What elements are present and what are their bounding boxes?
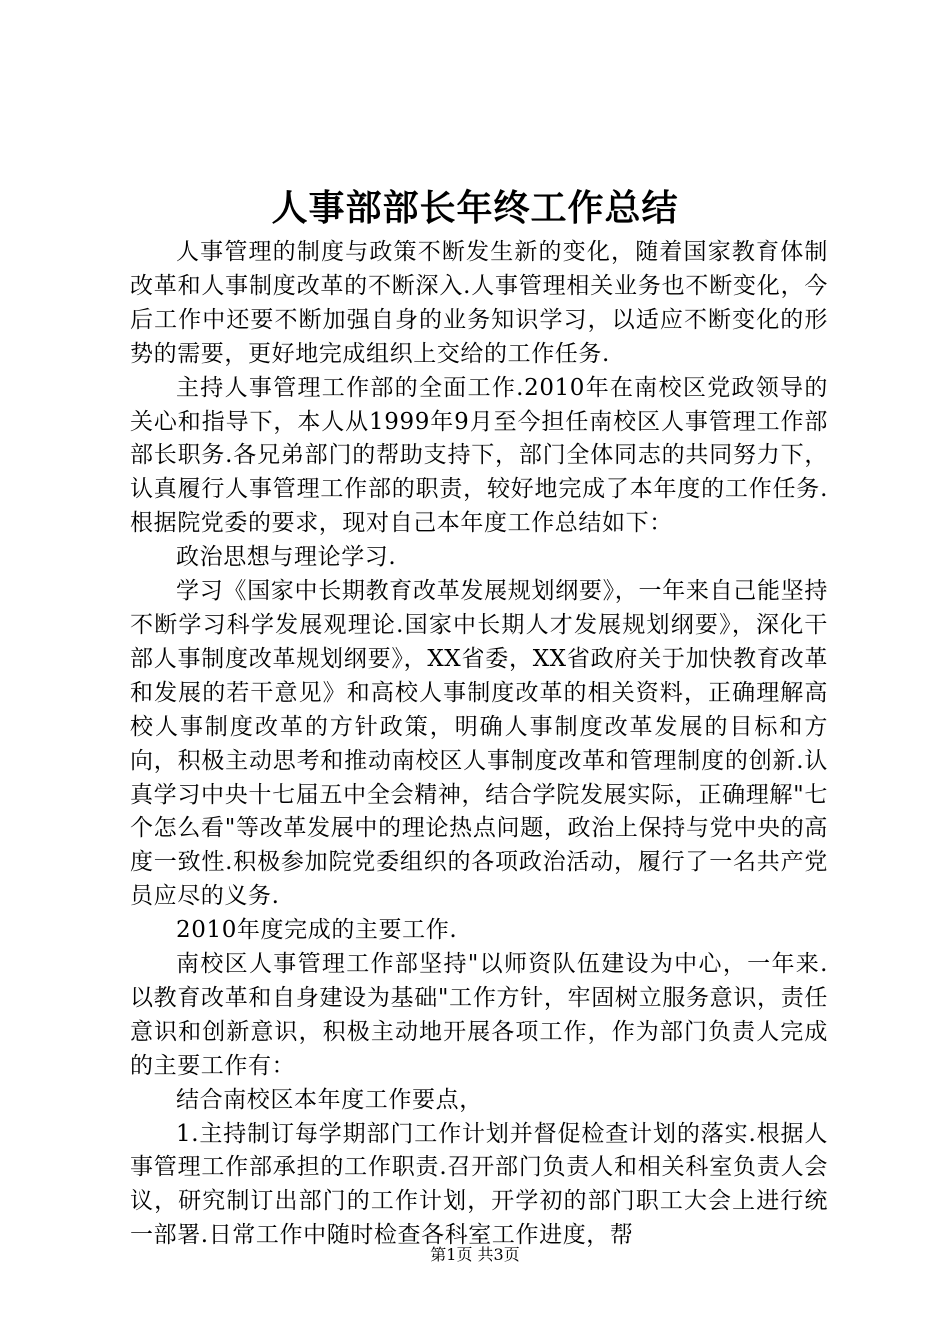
paragraph: 政治思想与理论学习. — [176, 544, 397, 571]
paragraph: 主持人事管理工作部的全面工作.2010年在南校区党政领导的关心和指导下，本人从1999年9月至今担任南校区人事管理工作部部长职务.各兄弟部门的帮助支持下，部门全体同志的共同努力下，认真履行人事管理工作部的职责，较好地完成了本年度的工作任务.根据院党委的要求，现对自己本年度工作总结如下： — [130, 374, 828, 537]
page-footer: 第1页 共3页 — [430, 1245, 520, 1264]
paragraph: 2010年度完成的主要工作. — [176, 917, 458, 944]
paragraph: 学习《国家中长期教育改革发展规划纲要》，一年来自己能坚持不断学习科学发展观理论.国家中长期人才发展规划纲要》，深化干部人事制度改革规划纲要》，XX省委，XX省政府关于加快教育改革和发展的若干意见》和高校人事制度改革的相关资料，正确理解高校人事制度改革的方针政策，明确人事制度改革发展的目标和方向，积极主动思考和推动南校区人事制度改革和管理制度的创新.认真学习中央十七届五中全会精神，结合学院发展实际，正确理解"七个怎么看"等改革发展中的理论热点问题，政治上保持与党中央的高度一致性.积极参加院党委组织的各项政治活动，履行了一名共产党员应尽的义务. — [130, 578, 828, 910]
paragraph: 人事管理的制度与政策不断发生新的变化，随着国家教育体制改革和人事制度改革的不断深入.人事管理相关业务也不断变化，今后工作中还要不断加强自身的业务知识学习，以适应不断变化的形势的需要，更好地完成组织上交给的工作任务. — [130, 239, 828, 367]
paragraph: 结合南校区本年度工作要点， — [176, 1086, 483, 1113]
paragraph: 1.主持制订每学期部门工作计划并督促检查计划的落实.根据人事管理工作部承担的工作职责.召开部门负责人和相关科室负责人会议，研究制订出部门的工作计划，开学初的部门职工大会上进行统一部署.日常工作中随时检查各科室工作进度，帮 — [130, 1120, 828, 1249]
document-body — [130, 236, 828, 1253]
paragraph: 南校区人事管理工作部坚持"以师资队伍建设为中心，一年来.以教育改革和自身建设为基础"工作方针，牢固树立服务意识，责任意识和创新意识，积极主动地开展各项工作，作为部门负责人完成的主要工作有： — [130, 951, 828, 1079]
document-title: 人事部部长年终工作总结 — [271, 187, 679, 229]
